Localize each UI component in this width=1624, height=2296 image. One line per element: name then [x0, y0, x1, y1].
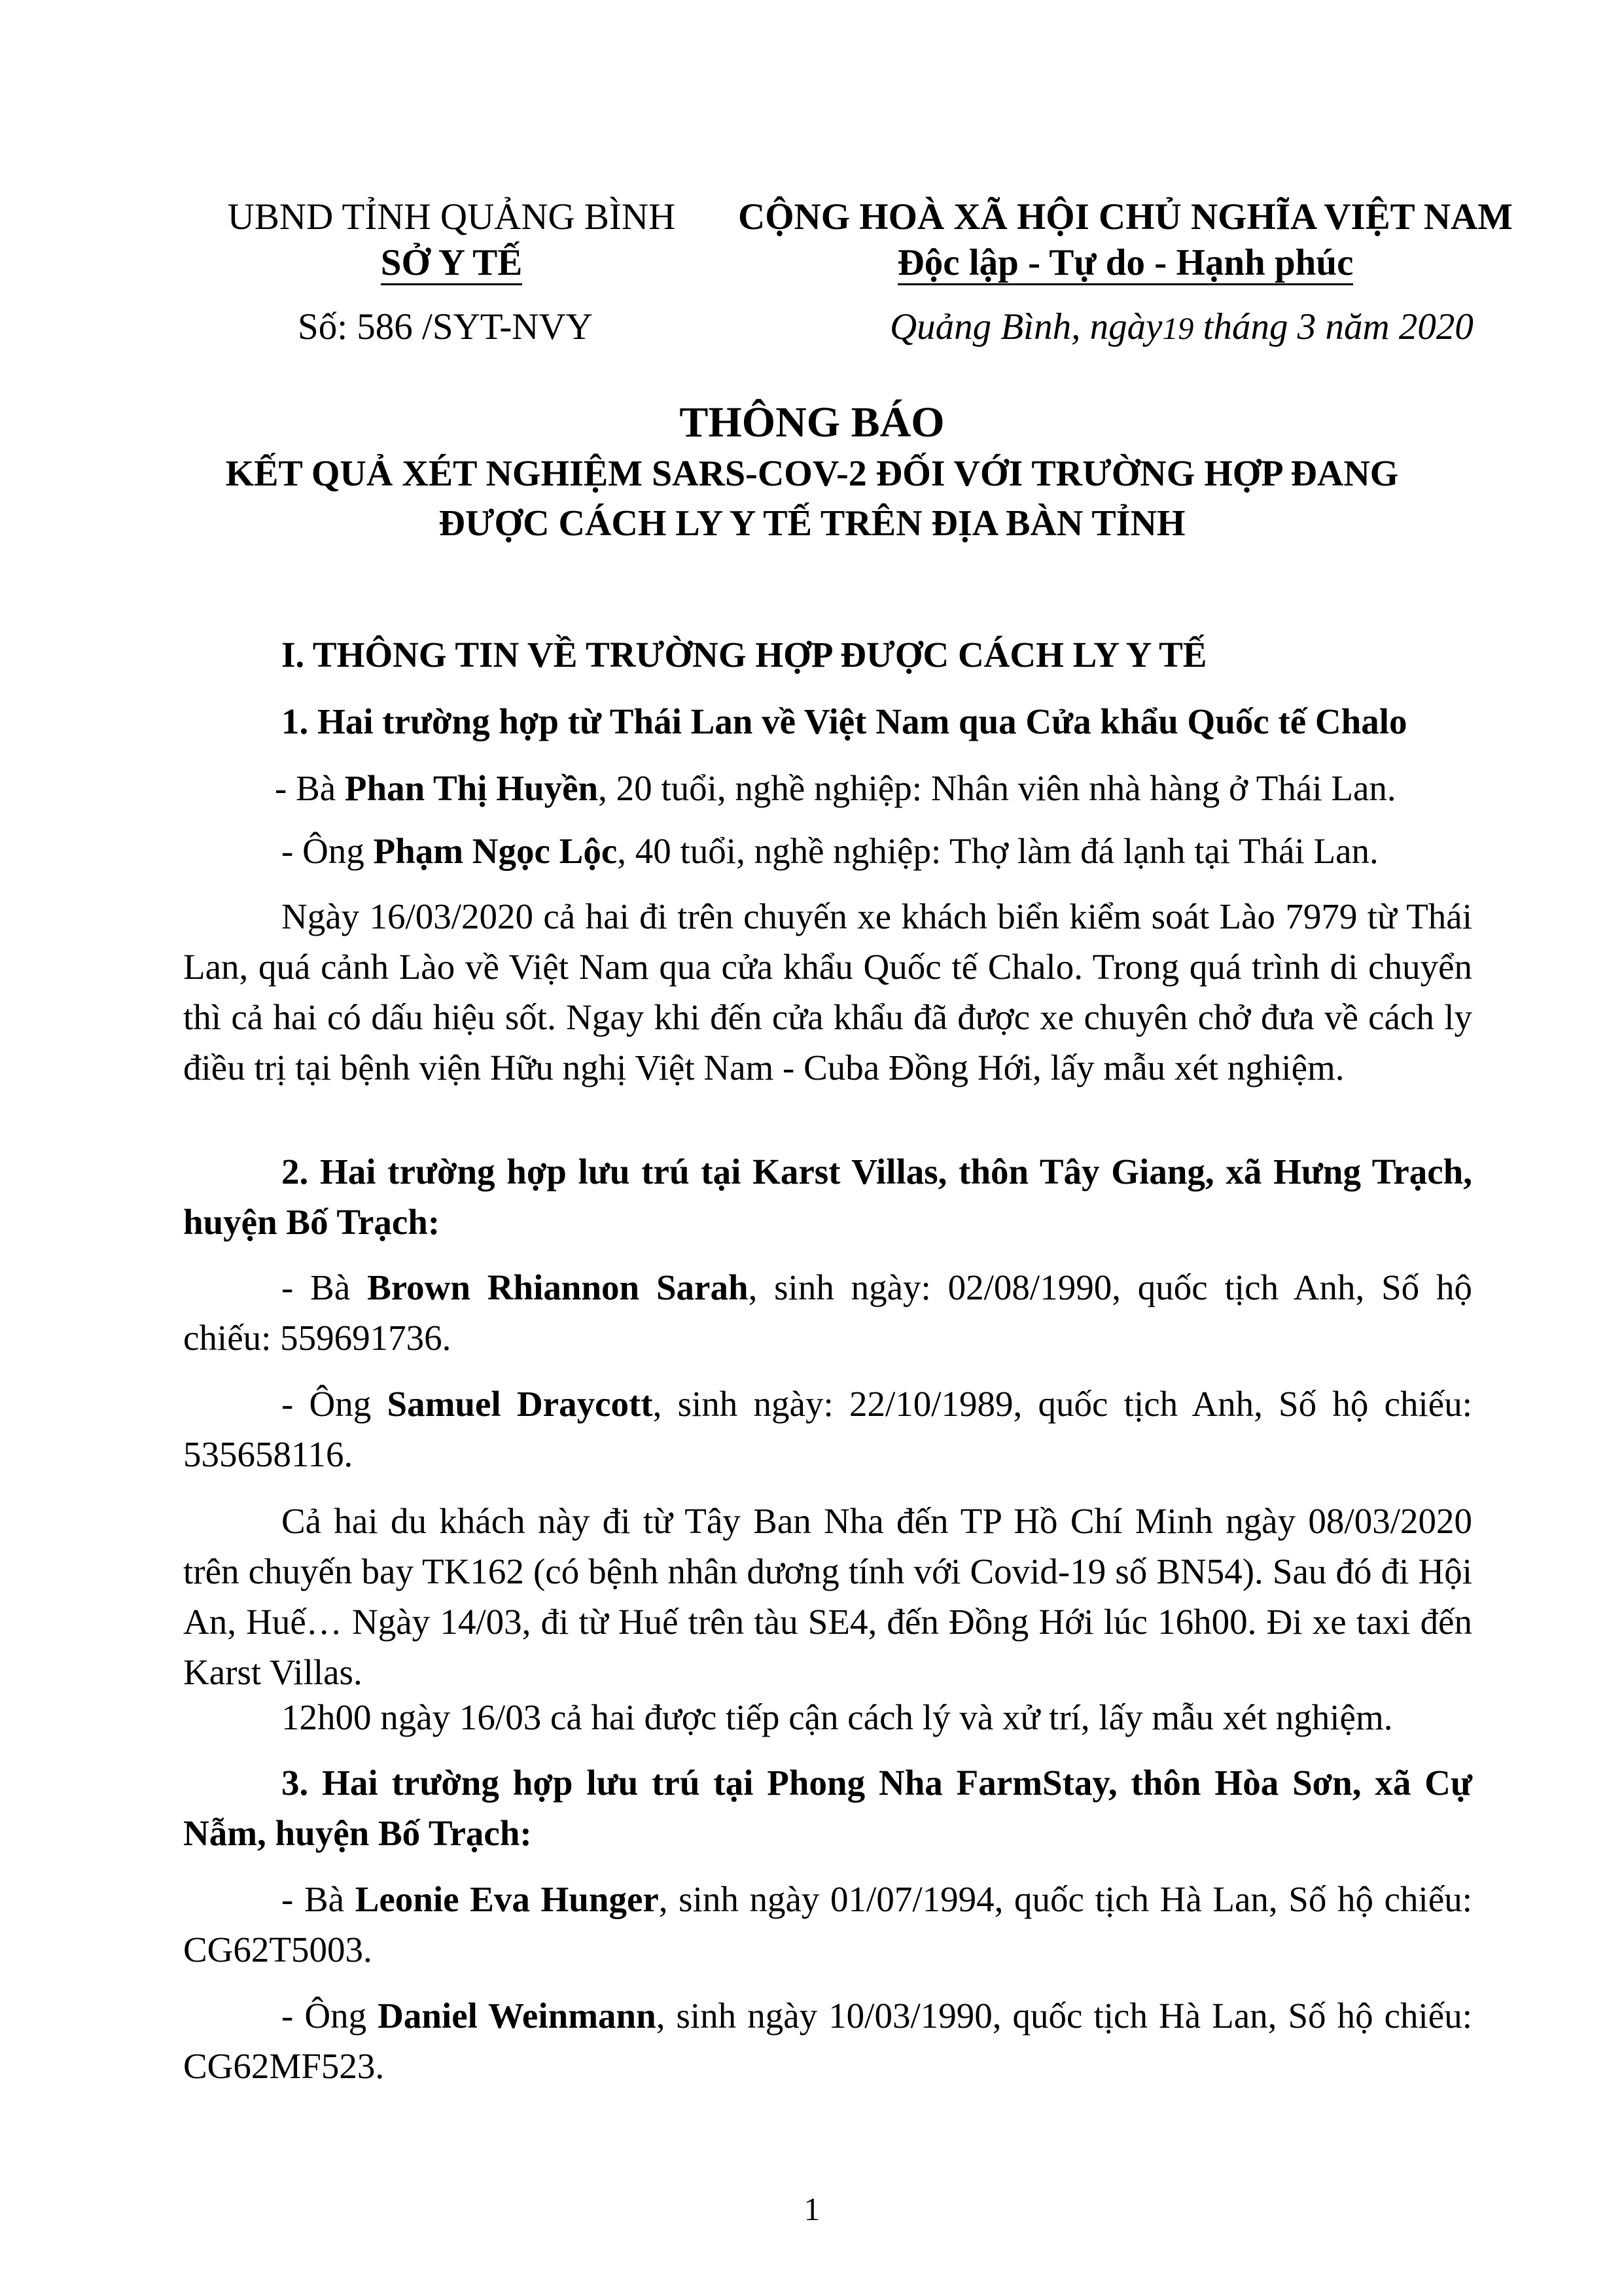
item-2-paragraph: Cả hai du khách này đi từ Tây Ban Nha đến TP Hồ Chí Minh ngày 08/03/2020 trên chuyến bay TK162 (có bệnh nhân dương tính với Covid-19 số BN54). Sau đó đi Hội An, Huế… Ngày 14/03, đi từ Huế trên tàu SE4, đến Đồng Hới lúc 16h00. Đi xe taxi đến Karst Villas.: [183, 1501, 1472, 1692]
item-2-heading: 2. Hai trường hợp lưu trú tại Karst Villas, thôn Tây Giang, xã Hưng Trạch, huyện Bố Trạch:: [183, 1152, 1472, 1242]
authority-name: UBND TỈNH QUẢNG BÌNH: [227, 196, 676, 238]
title-subline-1: KẾT QUẢ XÉT NGHIỆM SARS-COV-2 ĐỐI VỚI TRƯỜNG HỢP ĐANG: [225, 453, 1399, 494]
section-heading: I. THÔNG TIN VỀ TRƯỜNG HỢP ĐƯỢC CÁCH LY Y TẾ: [281, 635, 1207, 675]
country-name: CỘNG HOÀ XÃ HỘI CHỦ NGHĨA VIỆT NAM: [738, 196, 1513, 238]
item-1-paragraph: Ngày 16/03/2020 cả hai đi trên chuyến xe khách biển kiểm soát Lào 7979 từ Thái Lan, quá cảnh Lào về Việt Nam qua cửa khẩu Quốc tế Chalo. Trong quá trình di chuyển thì cả hai có dấu hiệu sốt. Ngay khi đến cửa khẩu đã được xe chuyên chở đưa về cách ly điều trị tại bệnh viện Hữu nghị Việt Nam - Cuba Đồng Hới, lấy mẫu xét nghiệm.: [183, 896, 1472, 1087]
document-number: Số: 586 /SYT-NVY: [298, 306, 593, 347]
item-1-heading: 1. Hai trường hợp từ Thái Lan về Việt Nam qua Cửa khẩu Quốc tế Chalo: [281, 701, 1407, 741]
place-date: Quảng Bình, ngày19 tháng 3 năm 2020: [890, 306, 1474, 347]
item-2-person-1: - Bà Brown Rhiannon Sarah, sinh ngày: 02/08/1990, quốc tịch Anh, Số hộ chiếu: 559691736.: [183, 1267, 1472, 1358]
item-3-person-1: - Bà Leonie Eva Hunger, sinh ngày 01/07/1994, quốc tịch Hà Lan, Số hộ chiếu: CG62T5003.: [183, 1879, 1473, 1969]
item-3-heading: 3. Hai trường hợp lưu trú tại Phong Nha FarmStay, thôn Hòa Sơn, xã Cự Nẫm, huyện Bố Trạch:: [183, 1763, 1472, 1853]
page-title: THÔNG BÁO: [679, 398, 945, 446]
item-2-note: 12h00 ngày 16/03 cả hai được tiếp cận cách lý và xử trí, lấy mẫu xét nghiệm.: [281, 1697, 1393, 1737]
item-3-person-2: - Ông Daniel Weinmann, sinh ngày 10/03/1990, quốc tịch Hà Lan, Số hộ chiếu: CG62MF523.: [183, 1996, 1473, 2086]
date-day: 19: [1162, 311, 1194, 346]
department-name: SỞ Y TẾ: [373, 239, 530, 287]
item-1-person-1: - Bà Phan Thị Huyền, 20 tuổi, nghề nghiệp: Nhân viên nhà hàng ở Thái Lan.: [275, 768, 1396, 808]
item-1-person-2: - Ông Phạm Ngọc Lộc, 40 tuổi, nghề nghiệp: Thợ làm đá lạnh tại Thái Lan.: [281, 831, 1379, 871]
title-subline-2: ĐƯỢC CÁCH LY Y TẾ TRÊN ĐỊA BÀN TỈNH: [438, 503, 1186, 544]
item-2-person-2: - Ông Samuel Draycott, sinh ngày: 22/10/1989, quốc tịch Anh, Số hộ chiếu: 535658116.: [183, 1384, 1473, 1474]
national-motto: Độc lập - Tự do - Hạnh phúc: [713, 239, 1538, 287]
page-number: 1: [803, 2191, 821, 2227]
